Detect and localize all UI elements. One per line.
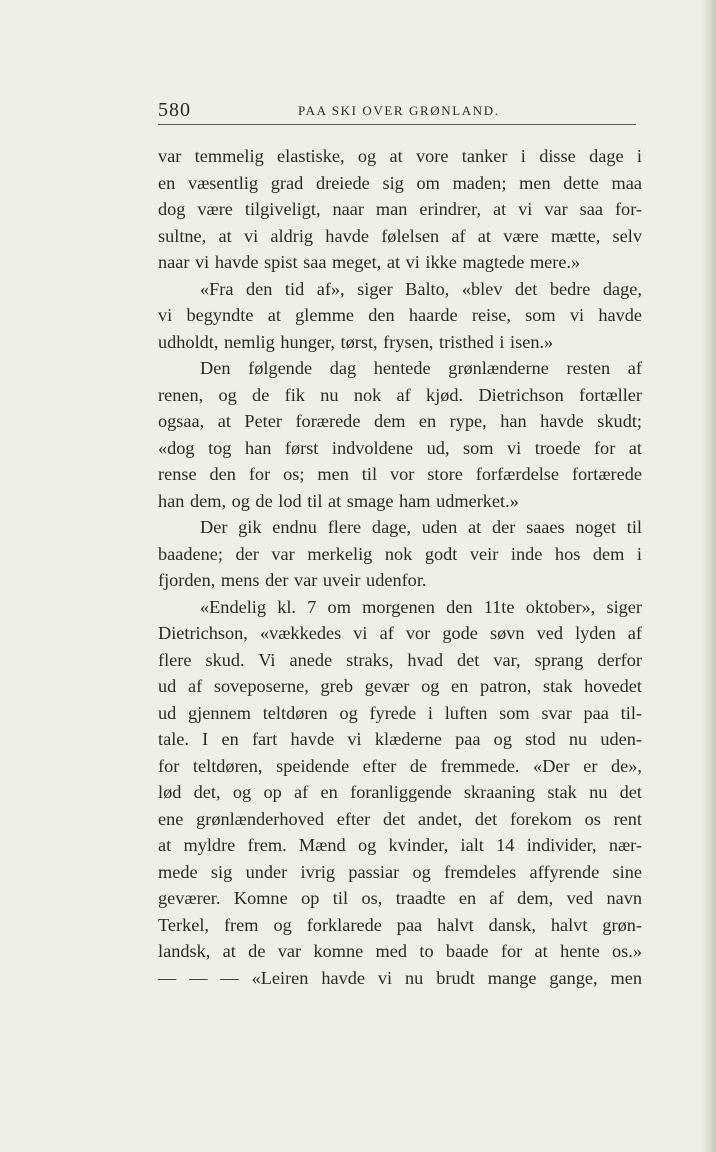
text-line: sultne, at vi aldrig havde følelsen af at være mætte, selv xyxy=(158,225,642,246)
text-line: for teltdøren, speidende efter de fremmede. «Der er de», xyxy=(158,755,642,776)
running-title: PAA SKI OVER GRØNLAND. xyxy=(298,103,500,118)
text-line: Den følgende dag hentede grønlænderne resten af xyxy=(200,358,642,378)
text-line: dog være tilgiveligt, naar man erindrer, at vi var saa for- xyxy=(158,199,642,219)
text-line: ud af soveposerne, greb gevær og en patron, stak hovedet xyxy=(158,676,642,696)
text-line: lød det, og op af en foranliggende skraaning stak nu det xyxy=(158,782,642,802)
text-line: Dietrichson, «vækkedes vi af vor gode søvn ved lyden af xyxy=(158,623,642,643)
text-line: renen, og de fik nu nok af kjød. Dietrichson fortæller xyxy=(158,384,642,405)
page-number: 580 xyxy=(158,99,191,121)
text-line: var temmelig elastiske, og at vore tanker i disse dage i xyxy=(158,146,642,166)
text-line: Der gik endnu flere dage, uden at der saaes noget til xyxy=(200,517,642,537)
text-line: landsk, at de var komne med to baade for at hente os.» xyxy=(158,941,642,961)
text-line: ud gjennem teltdøren og fyrede i luften som svar paa til- xyxy=(158,702,642,723)
text-line: geværer. Komne op til os, traadte en af dem, ved navn xyxy=(158,888,642,908)
body-text xyxy=(158,143,642,991)
text-line: ogsaa, at Peter forærede dem en rype, han havde skudt; xyxy=(158,411,642,431)
text-line: rense den for os; men til vor store forfærdelse fortærede xyxy=(158,464,642,484)
text-line: vi begyndte at glemme den haarde reise, som vi havde xyxy=(158,305,642,325)
text-line: Terkel, frem og forklarede paa halvt dansk, halvt grøn- xyxy=(158,914,642,935)
text-line: naar vi havde spist saa meget, at vi ikke magtede mere.» xyxy=(158,252,581,272)
page-header xyxy=(158,98,636,125)
text-line: — — — «Leiren havde vi nu brudt mange gange, men xyxy=(158,967,642,988)
text-line: «Fra den tid af», siger Balto, «blev det bedre dage, xyxy=(200,278,642,299)
text-line: ene grønlænderhoved efter det andet, det forekom os rent xyxy=(158,808,642,829)
text-line: baadene; der var merkelig nok godt veir inde hos dem i xyxy=(158,543,642,564)
text-line: «dog tog han først indvoldene ud, som vi troede for at xyxy=(158,437,642,458)
text-line: flere skud. Vi anede straks, hvad det var, sprang derfor xyxy=(158,649,642,670)
text-line: han dem, og de lod til at smage ham udmerket.» xyxy=(158,490,519,511)
text-line: tale. I en fart havde vi klæderne paa og stod nu uden- xyxy=(158,729,642,749)
text-line: fjorden, mens der var uveir udenfor. xyxy=(158,570,427,590)
text-line: «Endelig kl. 7 om morgenen den 11te oktober», siger xyxy=(200,596,642,617)
text-line: udholdt, nemlig hunger, tørst, frysen, tristhed i isen.» xyxy=(158,331,554,352)
text-line: en væsentlig grad dreiede sig om maden; men dette maa xyxy=(158,172,642,193)
text-line: at myldre frem. Mænd og kvinder, ialt 14 individer, nær- xyxy=(158,835,642,855)
page-edge-shadow xyxy=(702,0,716,1152)
text-line: mede sig under ivrig passiar og fremdeles affyrende sine xyxy=(158,861,642,882)
